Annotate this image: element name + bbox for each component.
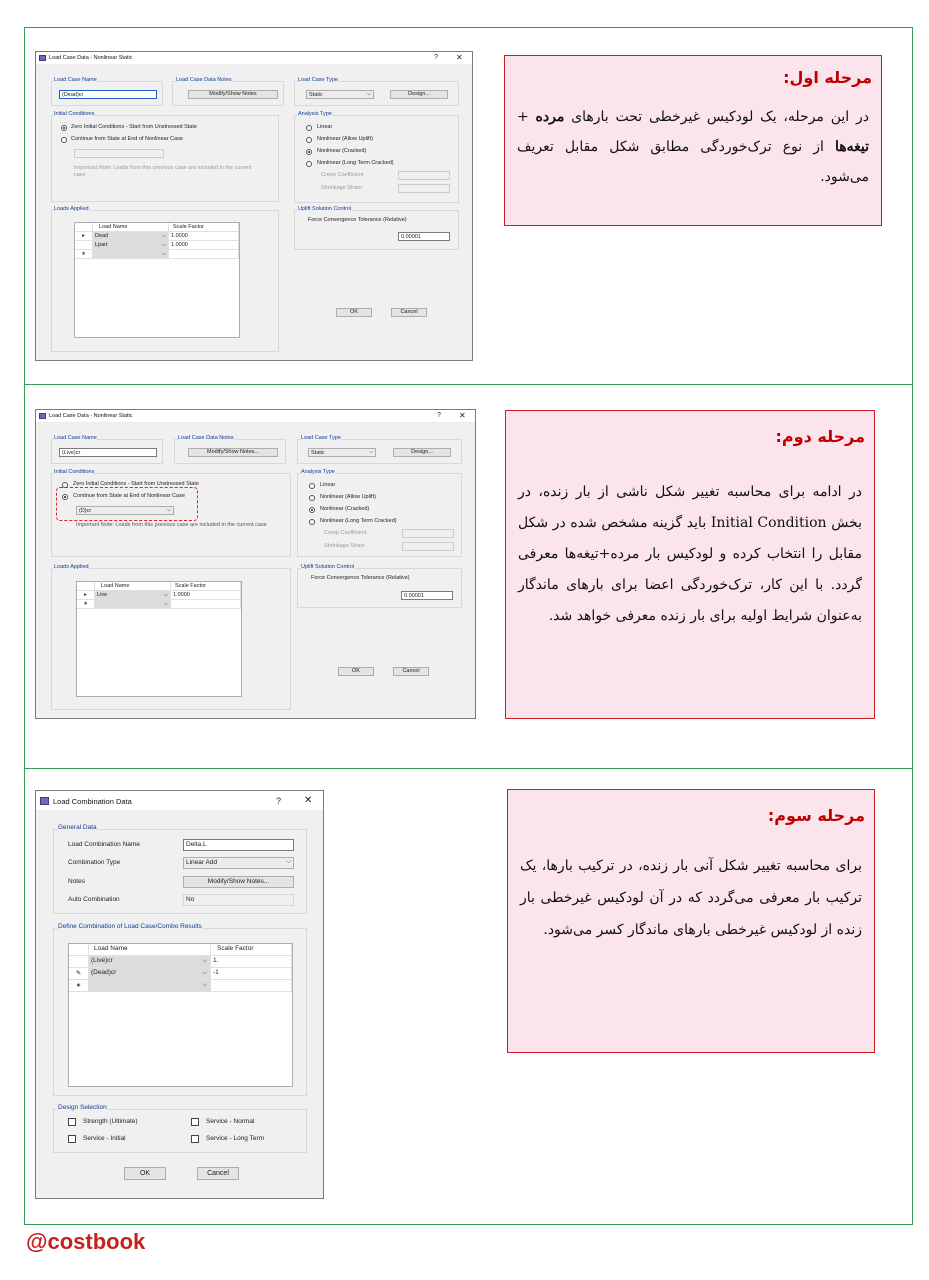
modify-notes-button[interactable]: Modify/Show Notes...: [183, 876, 294, 888]
step1-heading: مرحله اول:: [783, 68, 872, 87]
notes-label: Load Case Data Notes: [176, 77, 232, 83]
chevron-down-icon: ⌵: [366, 91, 371, 97]
scale-factor-cell[interactable]: -1: [211, 968, 292, 980]
initial-case-select[interactable]: [74, 149, 164, 158]
highlight-box: [56, 487, 198, 521]
combination-grid: [68, 943, 293, 1087]
long-term-label: Nonlinear (Long Term Cracked): [317, 160, 394, 166]
allow-uplift-radio[interactable]: [306, 137, 312, 143]
table-row[interactable]: [95, 600, 171, 609]
analysis-type-label: Analysis Type: [298, 111, 332, 117]
strength-label: Strength (Ultimate): [83, 1118, 138, 1125]
load-combination-dialog: [35, 790, 324, 1199]
row-marker: ∗: [77, 600, 95, 609]
case-name-input[interactable]: (Dead)cr: [59, 90, 157, 99]
linear-label: Linear: [317, 124, 333, 130]
initial-conditions-label: Initial Conditions: [54, 111, 95, 117]
col-scale-factor: Scale Factor: [171, 582, 241, 591]
scale-factor-cell[interactable]: 1.: [211, 956, 292, 968]
row-marker: ∗: [75, 250, 93, 259]
section-divider: [24, 768, 913, 769]
service-long-label: Service - Long Term: [206, 1135, 265, 1142]
row-marker: ▸: [77, 591, 95, 600]
continue-state-label: Continue from State at End of Nonlinear Case: [71, 136, 183, 142]
notes-label: Notes: [68, 878, 85, 885]
chevron-down-icon: ⌵: [163, 601, 168, 607]
uplift-group: [297, 568, 462, 608]
design-selection-group: [53, 1109, 307, 1153]
cracked-label: Nonlinear (Cracked): [317, 148, 367, 154]
help-button[interactable]: ?: [437, 412, 441, 419]
analysis-type-label: Analysis Type: [301, 469, 335, 475]
scale-factor-cell[interactable]: 1.0000: [169, 241, 239, 250]
case-name-input[interactable]: (Live)cr: [59, 448, 157, 457]
row-marker: [75, 241, 93, 250]
combo-type-label: Combination Type: [68, 859, 121, 866]
case-type-value: Static: [311, 450, 325, 456]
loads-grid: [74, 222, 240, 338]
chevron-down-icon: ⌵: [163, 592, 168, 598]
cracked-label: Nonlinear (Cracked): [320, 506, 370, 512]
table-row[interactable]: [89, 980, 211, 992]
section-divider: [24, 384, 913, 385]
dialog-title: Load Case Data - Nonlinear Static: [49, 413, 133, 419]
load-name-cell: Lpart: [95, 242, 108, 248]
row-marker: ▸: [75, 232, 93, 241]
chevron-down-icon: ⌵: [202, 981, 207, 988]
auto-combination-label: Auto Combination: [68, 896, 120, 903]
case-type-label: Load Case Type: [298, 77, 338, 83]
service-initial-label: Service - Initial: [83, 1135, 126, 1142]
design-button[interactable]: Design...: [393, 448, 451, 457]
shrinkage-label: Shrinkage Strain: [321, 185, 362, 191]
dialog-title: Load Case Data - Nonlinear Static: [49, 55, 133, 61]
allow-uplift-label: Nonlinear (Allow Uplift): [320, 494, 376, 500]
tolerance-label: Force Convergence Tolerance (Relative): [311, 575, 410, 581]
creep-label: Creep Coefficient: [324, 530, 367, 536]
app-icon: [39, 55, 46, 61]
app-icon: [39, 413, 46, 419]
load-name-cell: Live: [97, 592, 108, 598]
tolerance-input[interactable]: 0.00001: [401, 591, 453, 600]
ok-button[interactable]: OK: [336, 308, 372, 317]
long-term-label: Nonlinear (Long Term Cracked): [320, 518, 397, 524]
help-button[interactable]: ?: [434, 54, 438, 61]
col-load-name: Load Name: [89, 944, 211, 956]
scale-factor-cell[interactable]: 1.0000: [171, 591, 241, 600]
creep-label: Creep Coefficient: [321, 172, 364, 178]
cancel-button[interactable]: Cancel: [393, 667, 429, 676]
col-scale-factor: Scale Factor: [169, 223, 239, 232]
case-name-label: Load Case Name: [54, 435, 97, 441]
chevron-down-icon: ⌵: [161, 251, 166, 257]
close-icon[interactable]: ✕: [456, 53, 463, 62]
define-combination-label: Define Combination of Load Case/Combo Results: [58, 923, 202, 930]
grid-corner: [75, 223, 93, 232]
long-term-radio[interactable]: [309, 519, 315, 525]
table-row[interactable]: [89, 968, 211, 980]
shrinkage-input[interactable]: [402, 542, 454, 551]
load-case-dialog-2: [35, 409, 476, 719]
pencil-icon: ✎: [69, 968, 89, 980]
design-button[interactable]: Design...: [390, 90, 448, 99]
table-row[interactable]: [93, 232, 169, 241]
title-bar: [36, 791, 323, 811]
chevron-down-icon: ⌵: [161, 233, 166, 239]
scale-factor-cell[interactable]: [211, 980, 292, 992]
initial-case-value: (D)cr: [79, 508, 92, 514]
close-icon[interactable]: ✕: [459, 411, 466, 420]
case-type-value: Static: [309, 92, 323, 98]
loads-applied-label: Loads Applied: [54, 564, 89, 570]
initial-conditions-label: Initial Conditions: [54, 469, 95, 475]
tolerance-input[interactable]: 0.00001: [398, 232, 450, 241]
loads-grid: [76, 581, 242, 697]
col-load-name: Load Name: [95, 582, 171, 591]
zero-initial-label: Zero Initial Conditions - Start from Unstressed State: [71, 124, 197, 130]
brand-watermark: @costbook: [26, 1229, 146, 1254]
load-name-cell: (Live)cr: [91, 957, 113, 964]
help-button[interactable]: ?: [276, 796, 282, 806]
modify-notes-button[interactable]: Modify/Show Notes: [188, 90, 278, 99]
service-normal-checkbox[interactable]: [191, 1118, 199, 1126]
combo-name-input[interactable]: Delta,L: [183, 839, 294, 851]
design-selection-label: Design Selection: [58, 1104, 107, 1111]
service-normal-label: Service - Normal: [206, 1118, 255, 1125]
close-icon[interactable]: ✕: [304, 795, 313, 806]
ok-button[interactable]: OK: [124, 1167, 166, 1180]
step2-heading: مرحله دوم:: [775, 427, 865, 446]
step1-note: [504, 55, 882, 226]
linear-radio[interactable]: [306, 125, 312, 131]
chevron-down-icon: ⌵: [161, 242, 166, 248]
shrinkage-input[interactable]: [398, 184, 450, 193]
row-marker: ∗: [69, 980, 89, 992]
cancel-button[interactable]: Cancel: [391, 308, 427, 317]
linear-label: Linear: [320, 482, 336, 488]
zero-initial-radio[interactable]: [61, 125, 67, 131]
loads-applied-label: Loads Applied: [54, 206, 89, 212]
uplift-label: Uplift Solution Control: [298, 206, 352, 212]
step1-text-c: از نوع ترک‌خوردگی مطابق شکل مقابل تعریف می‌شود.: [517, 139, 869, 185]
table-row[interactable]: [95, 591, 171, 600]
uplift-group: [294, 210, 459, 250]
general-data-label: General Data: [58, 824, 97, 831]
title-bar: [36, 52, 472, 65]
tolerance-label: Force Convergence Tolerance (Relative): [308, 217, 407, 223]
important-note: Important Note: Loads from this previous case are included in the current case: [76, 522, 267, 528]
step2-note: [505, 410, 875, 719]
allow-uplift-radio[interactable]: [309, 495, 315, 501]
step3-heading: مرحله سوم:: [767, 806, 865, 825]
step1-text-b: +: [517, 109, 536, 125]
row-marker: [69, 956, 89, 968]
case-type-select[interactable]: [306, 90, 374, 99]
step1-bold-partition: تیغه‌ها: [834, 139, 869, 155]
auto-combination-value: No: [183, 894, 294, 906]
table-row[interactable]: [93, 250, 169, 259]
linear-radio[interactable]: [309, 483, 315, 489]
dialog-title: Load Combination Data: [53, 797, 132, 806]
col-scale-factor: Scale Factor: [211, 944, 292, 956]
cracked-radio[interactable]: [306, 149, 312, 155]
zero-initial-label: Zero Initial Conditions - Start from Unstressed State: [73, 481, 199, 487]
table-row[interactable]: [93, 241, 169, 250]
step3-text: برای محاسبه تغییر شکل آنی بار زنده، در ترکیب بارها، یک ترکیب بار معرفی می‌گردد که در آن لودکیس غیرخطی بار زنده از لودکیس غیرخطی بارهای ماندگار کسر می‌شود.: [520, 858, 862, 938]
app-icon: [40, 797, 49, 805]
step1-text-a: در این مرحله، یک لودکیس غیرخطی تحت بارهای: [564, 109, 869, 125]
long-term-radio[interactable]: [306, 161, 312, 167]
cancel-button[interactable]: Cancel: [197, 1167, 239, 1180]
chevron-down-icon: ⌵: [286, 858, 291, 865]
ok-button[interactable]: OK: [338, 667, 374, 676]
scale-factor-cell[interactable]: [169, 250, 239, 259]
combo-type-value: Linear Add: [186, 859, 218, 866]
grid-corner: [69, 944, 89, 956]
strength-checkbox[interactable]: [68, 1118, 76, 1126]
title-bar: [36, 410, 475, 423]
step1-bold-dead: مرده: [535, 109, 565, 125]
step1-text: [517, 102, 869, 192]
case-type-label: Load Case Type: [301, 435, 341, 441]
cracked-radio[interactable]: [309, 507, 315, 513]
table-row[interactable]: [89, 956, 211, 968]
scale-factor-cell[interactable]: [171, 600, 241, 609]
step2-text: در ادامه برای محاسبه تغییر شکل ناشی از بار زنده، در بخش Initial Condition باید گزینه مشخص شده در شکل مقابل را انتخاب کرده و لودکیس بار مرده+تیغه‌ها معرفی گردد. با این کار، ترک‌خوردگی اعضا برای بارهای ماندگار به‌عنوان شرایط اولیه برای بار زنده معرفی خواهد شد.: [518, 484, 862, 624]
important-note: Important Note: Loads from this previous case are included in the current case: [74, 165, 252, 179]
service-initial-checkbox[interactable]: [68, 1135, 76, 1143]
case-type-select[interactable]: [308, 448, 376, 457]
combo-name-label: Load Combination Name: [68, 841, 140, 848]
load-case-dialog-1: [35, 51, 473, 361]
case-name-label: Load Case Name: [54, 77, 97, 83]
step3-note: [507, 789, 875, 1053]
continue-state-label: Continue from State at End of Nonlinear Case: [73, 493, 185, 499]
chevron-down-icon: ⌵: [368, 449, 373, 455]
scale-factor-cell[interactable]: 1.0000: [169, 232, 239, 241]
creep-input[interactable]: [398, 171, 450, 180]
service-long-checkbox[interactable]: [191, 1135, 199, 1143]
load-name-cell: (Dead)cr: [91, 969, 117, 976]
uplift-label: Uplift Solution Control: [301, 564, 355, 570]
col-load-name: Load Name: [93, 223, 169, 232]
shrinkage-label: Shrinkage Strain: [324, 543, 365, 549]
chevron-down-icon: ⌵: [166, 507, 171, 513]
continue-state-radio[interactable]: [61, 137, 67, 143]
grid-corner: [77, 582, 95, 591]
creep-input[interactable]: [402, 529, 454, 538]
allow-uplift-label: Nonlinear (Allow Uplift): [317, 136, 373, 142]
combo-type-select[interactable]: [183, 857, 294, 869]
notes-label: Load Case Data Notes: [178, 435, 234, 441]
modify-notes-button[interactable]: Modify/Show Notes...: [188, 448, 278, 457]
chevron-down-icon: ⌵: [202, 957, 207, 964]
chevron-down-icon: ⌵: [202, 969, 207, 976]
load-name-cell: Dead: [95, 233, 109, 239]
